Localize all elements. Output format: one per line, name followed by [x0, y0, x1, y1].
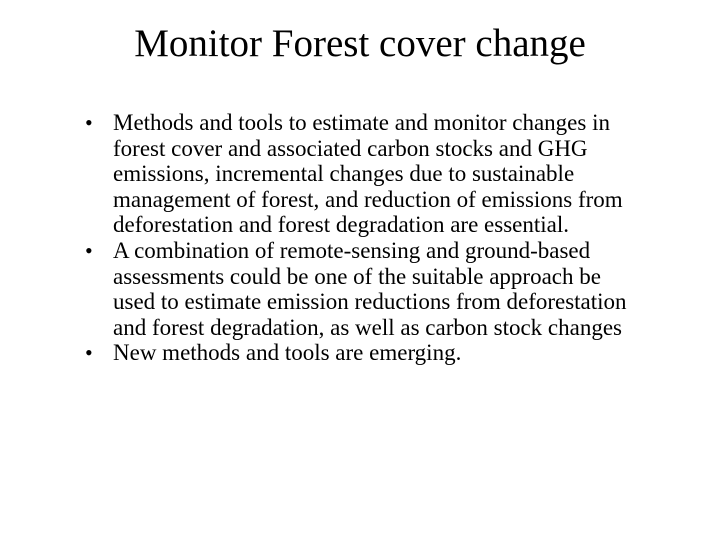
slide-title: Monitor Forest cover change	[134, 22, 586, 65]
bullet-list	[84, 110, 644, 366]
bullet-item-2	[84, 238, 644, 340]
bullet-item-1	[84, 110, 644, 238]
bullet-marker: •	[85, 110, 93, 135]
bullet-item-3	[84, 340, 644, 366]
bullet-text: A combination of remote-sensing and ground-based assessments could be one of the suitable approach be used to estimate emission reductions from deforestation and forest degradation, as well as carbon stock changes	[113, 237, 627, 340]
bullet-text: New methods and tools are emerging.	[113, 340, 462, 366]
bullet-text: Methods and tools to estimate and monitor changes in forest cover and associated carbon stocks and GHG emissions, incremental changes due to sustainable management of forest, and reduction of emissions from deforestation and forest degradation are essential.	[113, 110, 623, 238]
bullet-marker: •	[85, 237, 93, 263]
bullet-marker: •	[85, 340, 93, 366]
